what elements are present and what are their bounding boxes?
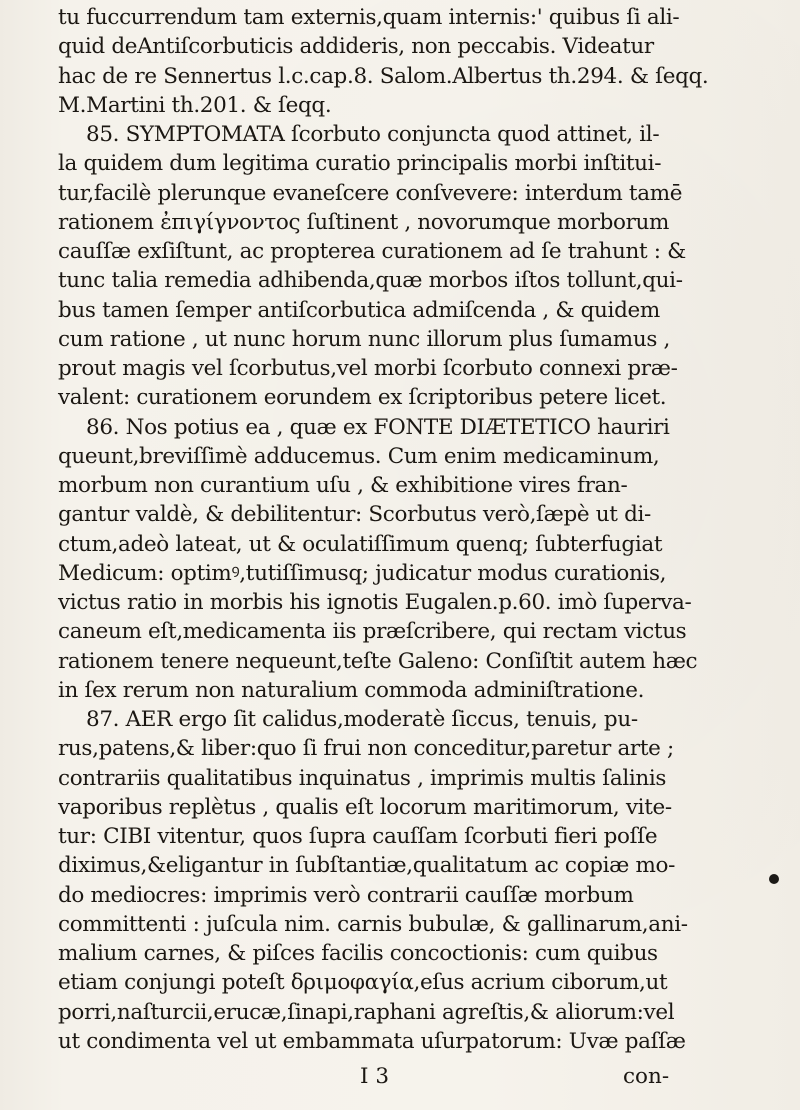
text-line: gantur valdè, & debilitentur: Scorbutus verò,ſæpè ut di- [58, 502, 651, 528]
text-line: quid deAntiſcorbuticis addideris, non peccabis. Videatur [58, 34, 654, 60]
text-line: porri,naſturcii,erucæ,ſinapi,raphani agreſtis,& aliorum:vel [58, 999, 675, 1025]
text-line: hac de re Sennertus l.c.cap.8. Salom.Albertus th.294. & ſeqq. [58, 63, 709, 89]
text-line: caneum eſt,medicamenta iis præſcribere, qui rectam victus [58, 619, 687, 645]
text-line: M.Martini th.201. & ſeqq. [58, 92, 332, 118]
text-line: valent: curationem eorundem ex ſcriptoribus petere licet. [58, 385, 667, 411]
text-line: cum ratione , ut nunc horum nunc illorum plus ſumamus , [58, 326, 670, 352]
text-line: ctum,adeò lateat, ut & oculatiſſimum quenq; ſubterfugiat [58, 531, 663, 557]
text-line: tur: CIBI vitentur, quos ſupra cauſſam ſcorbuti fieri poſſe [58, 824, 658, 849]
text-line: 85. SYMPTOMATA ſcorbuto conjuncta quod attinet, il- [86, 122, 660, 147]
ink-blot [769, 874, 779, 884]
text-line: tu fuccurrendum tam externis,quam internis:' quibus ſi ali- [58, 5, 680, 30]
text-line: Medicum: optimꝰ,tutiſſimusq; judicatur modus curationis, [58, 560, 667, 586]
text-line: diximus,&eligantur in ſubſtantiæ,qualitatum ac copiæ mo- [58, 853, 676, 879]
signature-mark: I 3 [360, 1064, 390, 1089]
text-line: vaporibus replètus , qualis eſt locorum maritimorum, vite- [58, 794, 672, 820]
text-line: 86. Nos potius ea , quæ ex FONTE DIÆTETICO hauriri [86, 414, 670, 440]
text-line: do mediocres: imprimis verò contrarii cauſſæ morbum [58, 882, 634, 908]
text-line: la quidem dum legitima curatio principalis morbi inſtitui- [58, 151, 662, 177]
text-line: tur,facilè plerunque evaneſcere conſvevere: interdum tamē [58, 180, 683, 206]
text-line: morbum non curantium uſu , & exhibitione vires fran- [58, 473, 628, 498]
text-line: committenti : juſcula nim. carnis bubulæ, & gallinarum,ani- [58, 911, 688, 937]
text-line: malium carnes, & piſces facilis concoctionis: cum quibus [58, 941, 658, 966]
text-line: victus ratio in morbis his ignotis Eugalen.p.60. imò ſuperva- [58, 590, 692, 615]
text-line: rus,patens,& liber:quo ſi frui non conceditur,paretur arte ; [58, 736, 674, 762]
text-line: contrariis qualitatibus inquinatus , imprimis multis ſalinis [58, 765, 667, 791]
text-line: prout magis vel ſcorbutus,vel morbi ſcorbuto connexi præ- [58, 356, 678, 381]
catchword: con- [623, 1064, 670, 1089]
page-footer [0, 1062, 736, 1092]
text-line: bus tamen ſemper antiſcorbutica admiſcenda , & quidem [58, 297, 660, 323]
text-line: cauſſæ exſiſtunt, ac propterea curationem ad ſe trahunt : & [58, 239, 686, 264]
text-line: ut condimenta vel ut embammata uſurpatorum: Uvæ paſſæ [58, 1028, 686, 1054]
text-line: rationem ἐπιγίγνοντος ſuſtinent , novorumque morborum [58, 209, 670, 235]
text-line: 87. AER ergo ſit calidus,moderatè ſiccus, tenuis, pu- [86, 707, 638, 732]
text-line: etiam conjungi poteſt δριμοφαγία,eſus acrium ciborum,ut [58, 970, 668, 996]
text-line: rationem tenere nequeunt,teſte Galeno: Conſiſtit autem hæc [58, 648, 698, 674]
text-line: in ſex rerum non naturalium commoda adminiſtratione. [58, 677, 645, 703]
text-line: tunc talia remedia adhibenda,quæ morbos iſtos tollunt,qui- [58, 268, 683, 294]
text-line: queunt,breviſſimè adducemus. Cum enim medicaminum, [58, 443, 660, 469]
